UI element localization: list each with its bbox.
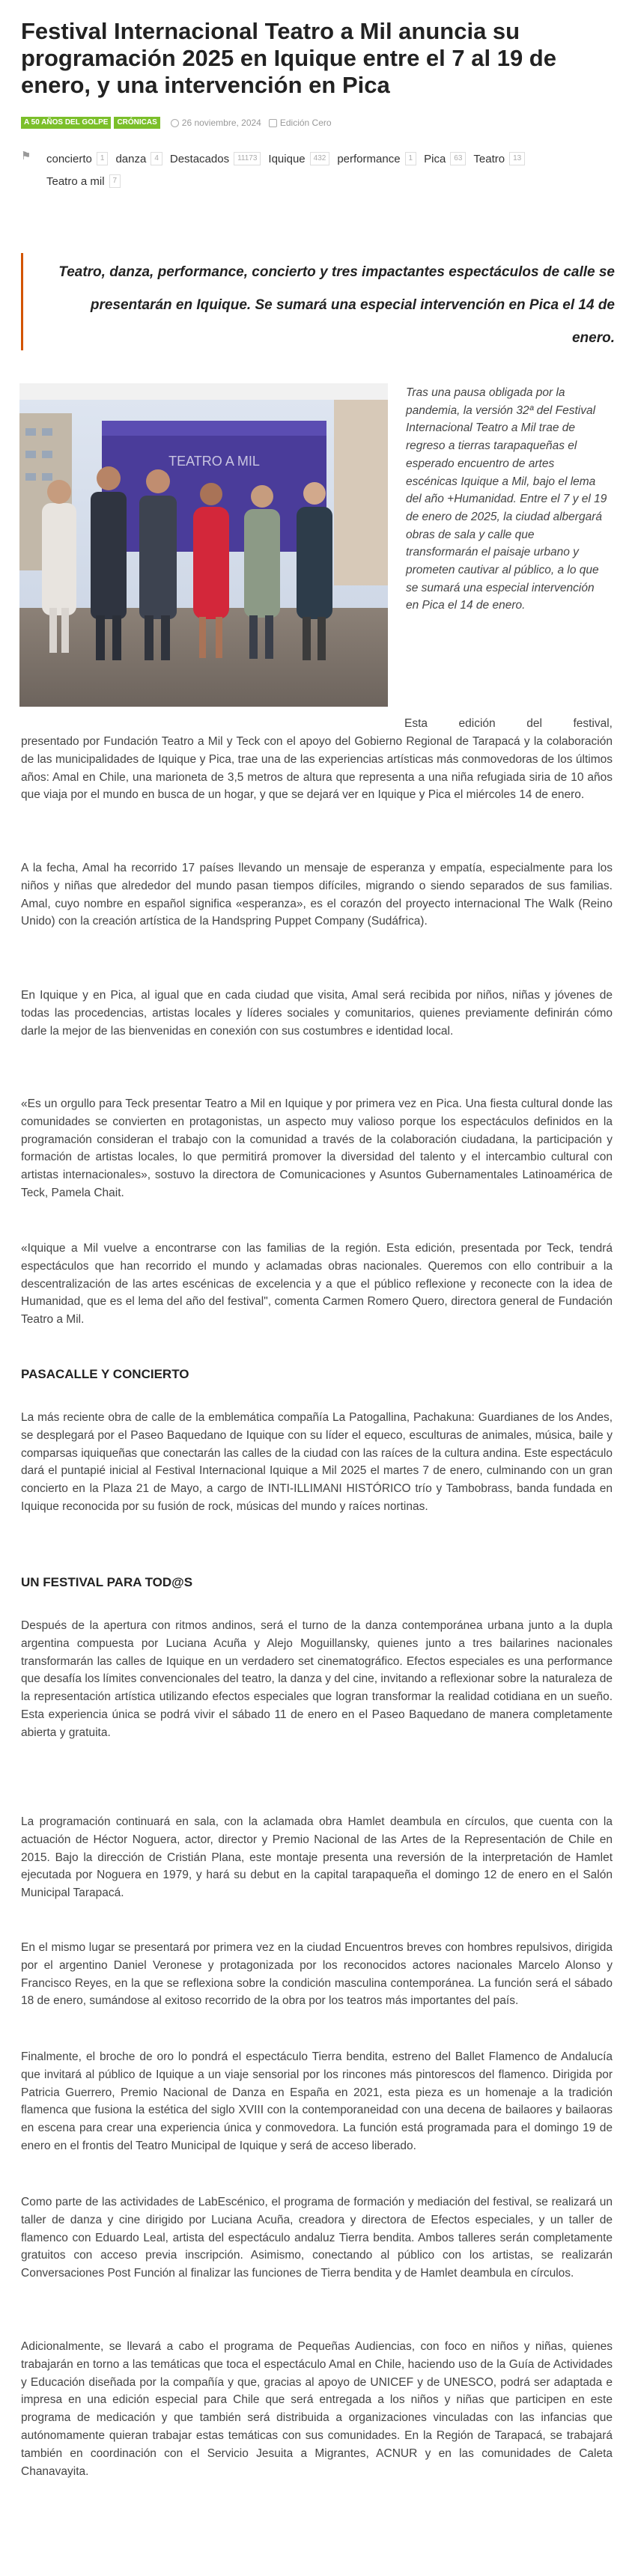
tag-label[interactable]: Destacados	[169, 152, 230, 165]
tag-item[interactable]	[337, 150, 416, 168]
tag-count: 1	[405, 152, 417, 165]
tag-count: 432	[310, 152, 330, 165]
paragraph-1-start: Esta edición del festival,	[404, 717, 613, 730]
lead-quote-block	[21, 253, 615, 350]
paragraph-5: «Iquique a Mil vuelve a encontrarse con las familias de la región. Esta edición, presentada por Teck, tendrá espectáculos que han recorrido el mundo y aclamadas obras nacionales. Queremos con ello contribuir a la descentralización de las artes escénicas de excelencia y a que el público reflexione y reconecte con la idea de Humanidad, que es el lema del año del festival", comenta Carmen Romero Quero, directora general de Fundación Teatro a Mil.	[21, 1242, 613, 1327]
tag-count: 7	[109, 174, 121, 188]
paragraph-1: presentado por Fundación Teatro a Mil y Teck con el apoyo del Gobierno Regional de Tarapacá y la colaboración de las municipalidades de Iquique y Pica, trae una de las experiencias artísticas más conmovedoras de los últimos años: Amal en Chile, una marioneta de 3,5 metros de altura que representa a una niña refugiada siria de 10 años que viaja por el mundo en busca de un hogar, y que se dejará ver en Iquique y Pica el miércoles 14 de enero.	[21, 735, 613, 802]
tag-label[interactable]: performance	[337, 152, 401, 165]
author-name[interactable]: Edición Cero	[279, 118, 332, 128]
paragraph-4: «Es un orgullo para Teck presentar Teatro a Mil en Iquique y por primera vez en Pica. Una fiesta cultural donde las comunidades se convierten en protagonistas, un aspecto muy valioso porque los espectáculos definidos en la programación consideran el trabajo con la comunidad a través de la colaboración ciudadana, la participación y formación de artistas locales, lo que permitirá promover la diversidad del talento y el intercambio cultural con artistas internacionales», sostuvo la directora de Comunicaciones y Asuntos Gubernamentales Latinoamérica de Teck, Pamela Chait.	[21, 1097, 613, 1199]
event-photo-illustration	[19, 383, 388, 707]
tag-label[interactable]: Teatro	[473, 152, 505, 165]
subheading-pasacalle: PASACALLE Y CONCIERTO	[21, 1367, 189, 1381]
category-badge[interactable]: A 50 AÑOS DEL GOLPE	[21, 117, 111, 129]
lead-quote: Teatro, danza, performance, concierto y tres impactantes espectáculos de calle se presentarán en Iquique. Se sumará una especial intervención en Pica el 14 de enero.	[58, 264, 615, 346]
tag-row	[46, 172, 128, 190]
photo-caption: Tras una pausa obligada por la pandemia, la versión 32ª del Festival Internacional Teatro a Mil trae de regreso a tierras tarapaqueñas el esperado encuentro de artes escénicas Iquique a Mil, bajo el lema del año +Humanidad. Entre el 7 y el 19 de enero de 2025, la ciudad albergará obras de sala y calle que transformarán el paisaje urbano y prometen cautivar al público, a lo que se sumará una especial intervención en Pica el 14 de enero.	[406, 386, 607, 612]
article-meta	[21, 117, 332, 129]
user-icon	[269, 119, 277, 127]
tag-count: 63	[450, 152, 466, 165]
tag-item[interactable]	[424, 150, 466, 168]
date-text: 26 noviembre, 2024	[181, 118, 261, 128]
tag-count: 4	[151, 152, 162, 165]
tag-row	[46, 150, 532, 168]
paragraph-12: Adicionalmente, se llevará a cabo el programa de Pequeñas Audiencias, con foco en niños y niñas, quienes trabajarán en torno a las temáticas que toca el espectáculo Amal en Chile, haciendo uso de la Guía de Actividades y Educación diseñada por la compañía y que, gracias al apoyo de UNICEF y de UNESCO, podrá ser adaptada e impresa en una edición especial para Chile que será entregada a los niños y niñas que participen en este programa de medicación y que también será distribuida a organizaciones vinculadas con las infancias que autónomamente quieran trabajar estas temáticas con sus comunidades. En la Región de Tarapacá, se trabajará también en coordinación con el Servicio Jesuita a Migrantes, ACNUR y en las comunidades de Caleta Chanavayita.	[21, 2340, 613, 2478]
tag-count: 1	[97, 152, 109, 165]
paragraph-8: La programación continuará en sala, con la aclamada obra Hamlet deambula en círculos, que cuenta con la actuación de Héctor Noguera, actor, director y Premio Nacional de las Artes de la Representación de Chile en 2015. Bajo la dirección de Cristián Plana, este montaje presenta una reversión de la interpretación de Hamlet ejecutada por Noguera en 1979, y hará su debut en la capital tarapaqueña el domingo 12 de enero en el Salón Municipal Tarapacá.	[21, 1815, 613, 1900]
tag-label[interactable]: danza	[115, 152, 147, 165]
tag-item[interactable]	[473, 150, 525, 168]
paragraph-7: Después de la apertura con ritmos andinos, será el turno de la danza contemporánea urbana junto a la dupla argentina compuesta por Luciana Acuña y Alejo Moguillansky, quienes junto a tres bailarines nacionales transformarán las calles de Iquique en un verdadero set cinematográfico. Efectos especiales es una performance que desafía los límites convencionales del teatro, la danza y del cine, invitando a reflexionar sobre la naturaleza de la representación artística utilizando efectos especiales que logran transformar la realidad cotidiana en un sueño. Esta experiencia única se podrá vivir el sábado 11 de enero en el Paseo Baquedano de manera completamente abierta y gratuita.	[21, 1619, 613, 1739]
tag-item[interactable]	[268, 150, 329, 168]
svg-text:TEATRO A MIL: TEATRO A MIL	[168, 454, 260, 469]
tag-item[interactable]	[115, 150, 162, 168]
tag-count: 13	[509, 152, 525, 165]
tag-item[interactable]	[46, 172, 121, 190]
tag-count: 11173	[234, 152, 261, 165]
subheading-festival: UN FESTIVAL PARA TOD@S	[21, 1575, 193, 1589]
paragraph-9: En el mismo lugar se presentará por primera vez en la ciudad Encuentros breves con hombres repulsivos, dirigida por el argentino Daniel Veronese y protagonizada por los reconocidos actores nacionales Marcelo Alonso y Francisco Reyes, en la que se reflexiona sobre la condición masculina contemporánea. La función será el sábado 18 de enero, sumándose al exitoso recorrido de la obra por los teatros más importantes del país.	[21, 1941, 613, 2008]
publish-date	[171, 118, 261, 128]
author	[269, 118, 332, 128]
tag-label[interactable]: Teatro a mil	[46, 174, 105, 188]
paragraph-2: A la fecha, Amal ha recorrido 17 países llevando un mensaje de esperanza y empatía, especialmente para los niños y niñas que alrededor del mundo pasan tiempos difíciles, migrando o siendo separados de sus familias. Amal, cuyo nombre en español significa «esperanza», es el corazón del proyecto internacional The Walk (Reino Unido) con la creación artística de la Handspring Puppet Company (Sudáfrica).	[21, 862, 613, 928]
tag-label[interactable]: Iquique	[268, 152, 306, 165]
article-title: Festival Internacional Teatro a Mil anuncia su programación 2025 en Iquique entre el 7 al 19 de enero, y una intervención en Pica	[21, 18, 556, 98]
tag-label[interactable]: concierto	[46, 152, 92, 165]
paragraph-3: En Iquique y en Pica, al igual que en cada ciudad que visita, Amal será recibida por niños, niñas y jóvenes de todas las procedencias, artistas locales y líderes sociales y comunitarios, quienes previamente definirán cómo darle la mejor de las bienvenidas en conexión con sus costumbres e identidad local.	[21, 989, 613, 1038]
tag-item[interactable]	[170, 150, 261, 168]
paragraph-6: La más reciente obra de calle de la emblemática compañía La Patogallina, Pachakuna: Guardianes de los Andes, se desplegará por el Paseo Baquedano de Iquique con su líder el equeco, esculturas de animales, música, baile y comparsas iquiqueñas que conectarán las calles de la ciudad con las raíces de la cultura andina. Este espectáculo dará el puntapié inicial al Festival Internacional Iquique a Mil 2025 el martes 7 de enero, culminando con un gran concierto en la Plaza 21 de Mayo, a cargo de INTI-ILLIMANI HISTÓRICO trío y Tambobrass, banda fundada en Iquique reconocida por su fusión de rock, músicas del mundo y raíces nortinas.	[21, 1411, 613, 1513]
paragraph-11: Como parte de las actividades de LabEscénico, el programa de formación y mediación del festival, se realizará un taller de danza y cine dirigido por Luciana Acuña, creadora y directora de Efectos especiales, y un taller de flamenco con Eduardo Leal, artista del espectáculo andaluz Tierra bendita. Ambos talleres serán completamente gratuitos con acceso previa inscripción. Asimismo, conectando al público con los artistas, se realizarán Conversaciones Post Función al finalizar las funciones de Tierra bendita y de Hamlet deambula en círculos.	[21, 2196, 613, 2280]
tag-label[interactable]: Pica	[424, 152, 446, 165]
clock-icon	[171, 119, 179, 127]
tag-icon: ⚑	[21, 150, 31, 162]
category-badge[interactable]: CRÓNICAS	[114, 117, 159, 129]
paragraph-10: Finalmente, el broche de oro lo pondrá el espectáculo Tierra bendita, estreno del Ballet Flamenco de Andalucía que invitará al público de Iquique a un viaje sensorial por los rincones más pintorescos del flamenco. Dirigida por Patricia Guerrero, Premio Nacional de Danza en España en 2021, esta pieza es un homenaje a la tradición flamenca que fusiona la estética del siglo XVIII con la contemporaneidad con una decena de bailaores y bailaoras en escena para crear una experiencia única y conmovedora. La función está programada para el domingo 19 de enero en el frontis del Teatro Municipal de Iquique y será de acceso liberado.	[21, 2050, 613, 2152]
article-photo	[19, 383, 388, 707]
tag-item[interactable]	[46, 150, 108, 168]
